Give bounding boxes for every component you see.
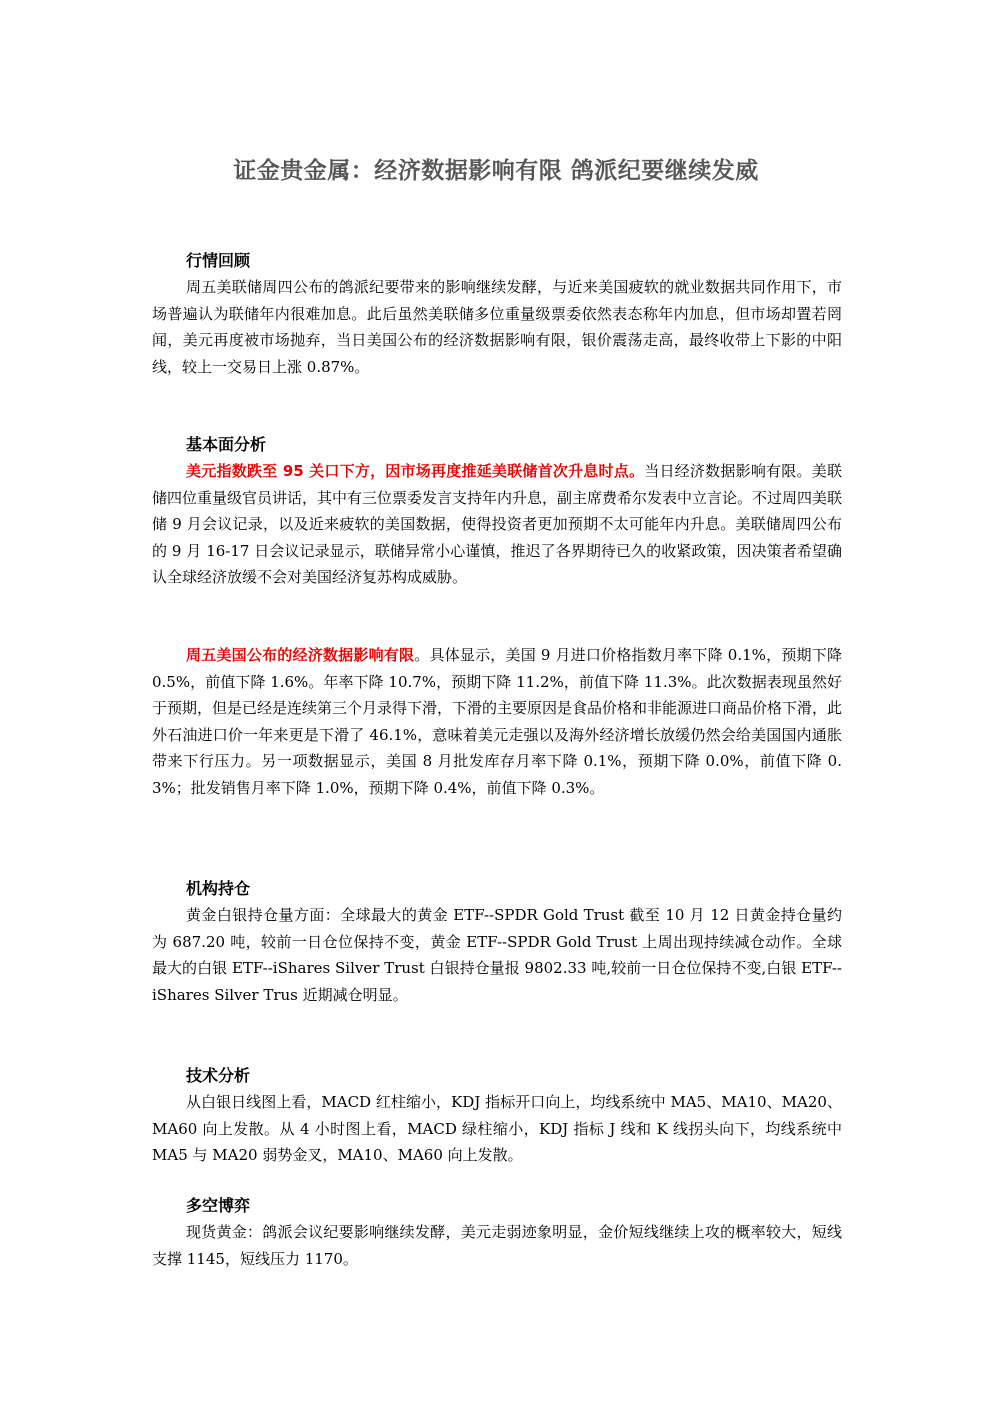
section-paragraph: 现货黄金：鸽派会议纪要影响继续发酵，美元走弱迹象明显，金价短线继续上攻的概率较大，短线支撑 1145，短线压力 1170。 [152,1223,842,1268]
section-fundamental-data [152,642,842,801]
section-heading: 行情回顾 [186,251,251,270]
section-paragraph: 从白银日线图上看，MACD 红柱缩小，KDJ 指标开口向上，均线系统中 MA5、MA10、MA20、MA60 向上发散。从 4 小时图上看，MACD 绿柱缩小，KDJ 指标 J 线和 K 线拐头向下，均线系统中 MA5 与 MA20 弱势金叉，MA10、MA60 向上发散。 [152,1093,842,1164]
section-long-short-game [152,1193,842,1272]
section-paragraph: 周五美联储周四公布的鸽派纪要带来的影响继续发酵，与近来美国疲软的就业数据共同作用下，市场普遍认为联储年内很难加息。此后虽然美联储多位重量级票委依然表态称年内加息，但市场却置若罔闻，美元再度被市场抛弃，当日美国公布的经济数据影响有限，银价震荡走高，最终收带上下影的中阳线，较上一交易日上涨 0.87%。 [152,278,842,376]
document-title: 证金贵金属：经济数据影响有限 鸽派纪要继续发威 [233,158,759,184]
paragraph-text: 。具体显示，美国 9 月进口价格指数月率下降 0.1%，预期下降 0.5%，前值下降 1.6%。年率下降 10.7%，预期下降 11.2%，前值下降 11.3%。此次数据表现虽然好于预期，但是已经是连续第三个月录得下滑，下滑的主要原因是食品价格和非能源进口商品价格下滑，此外石油进口价一年来更是下滑了 46.1%，意味着美元走强以及海外经济增长放缓仍然会给美国国内通胀带来下行压力。另一项数据显示，美国 8 月批发库存月率下降 0.1%，预期下降 0.0%，前值下降 0.3%；批发销售月率下降 1.0%，预期下降 0.4%，前值下降 0.3%。 [152,646,843,797]
section-institution-holdings [152,876,842,1008]
section-paragraph [152,642,842,801]
section-heading: 技术分析 [186,1066,251,1085]
paragraph-text: 当日经济数据影响有限。美联储四位重量级官员讲话，其中有三位票委发言支持年内升息，副主席费希尔发表中立言论。不过周四美联储 9 月会议记录，以及近来疲软的美国数据，使得投资者更加预期不太可能年内升息。美联储周四公布的 9 月 16-17 日会议记录显示，联储异常小心谨慎，推迟了各界期待已久的收紧政策，因决策者希望确认全球经济放缓不会对美国经济复苏构成威胁。 [152,462,843,586]
section-heading: 多空博弈 [186,1196,251,1215]
section-market-review [152,248,842,380]
highlight-text: 美元指数跌至 95 关口下方，因市场再度推延美联储首次升息时点。 [186,462,645,480]
section-paragraph [152,458,842,591]
section-fundamental-analysis [152,432,842,591]
section-technical-analysis [152,1063,842,1169]
section-heading: 机构持仓 [186,879,251,898]
section-heading: 基本面分析 [186,435,267,454]
highlight-text: 周五美国公布的经济数据影响有限 [186,646,415,664]
section-paragraph: 黄金白银持仓量方面：全球最大的黄金 ETF--SPDR Gold Trust 截至 10 月 12 日黄金持仓量约为 687.20 吨，较前一日仓位保持不变，黄金 ETF--SPDR Gold Trust 上周出现持续减仓动作。全球最大的白银 ETF--iShares Silver Trust 白银持仓量报 9802.33 吨,较前一日仓位保持不变,白银 ETF--iShares Silver Trus 近期减仓明显。 [152,906,842,1004]
